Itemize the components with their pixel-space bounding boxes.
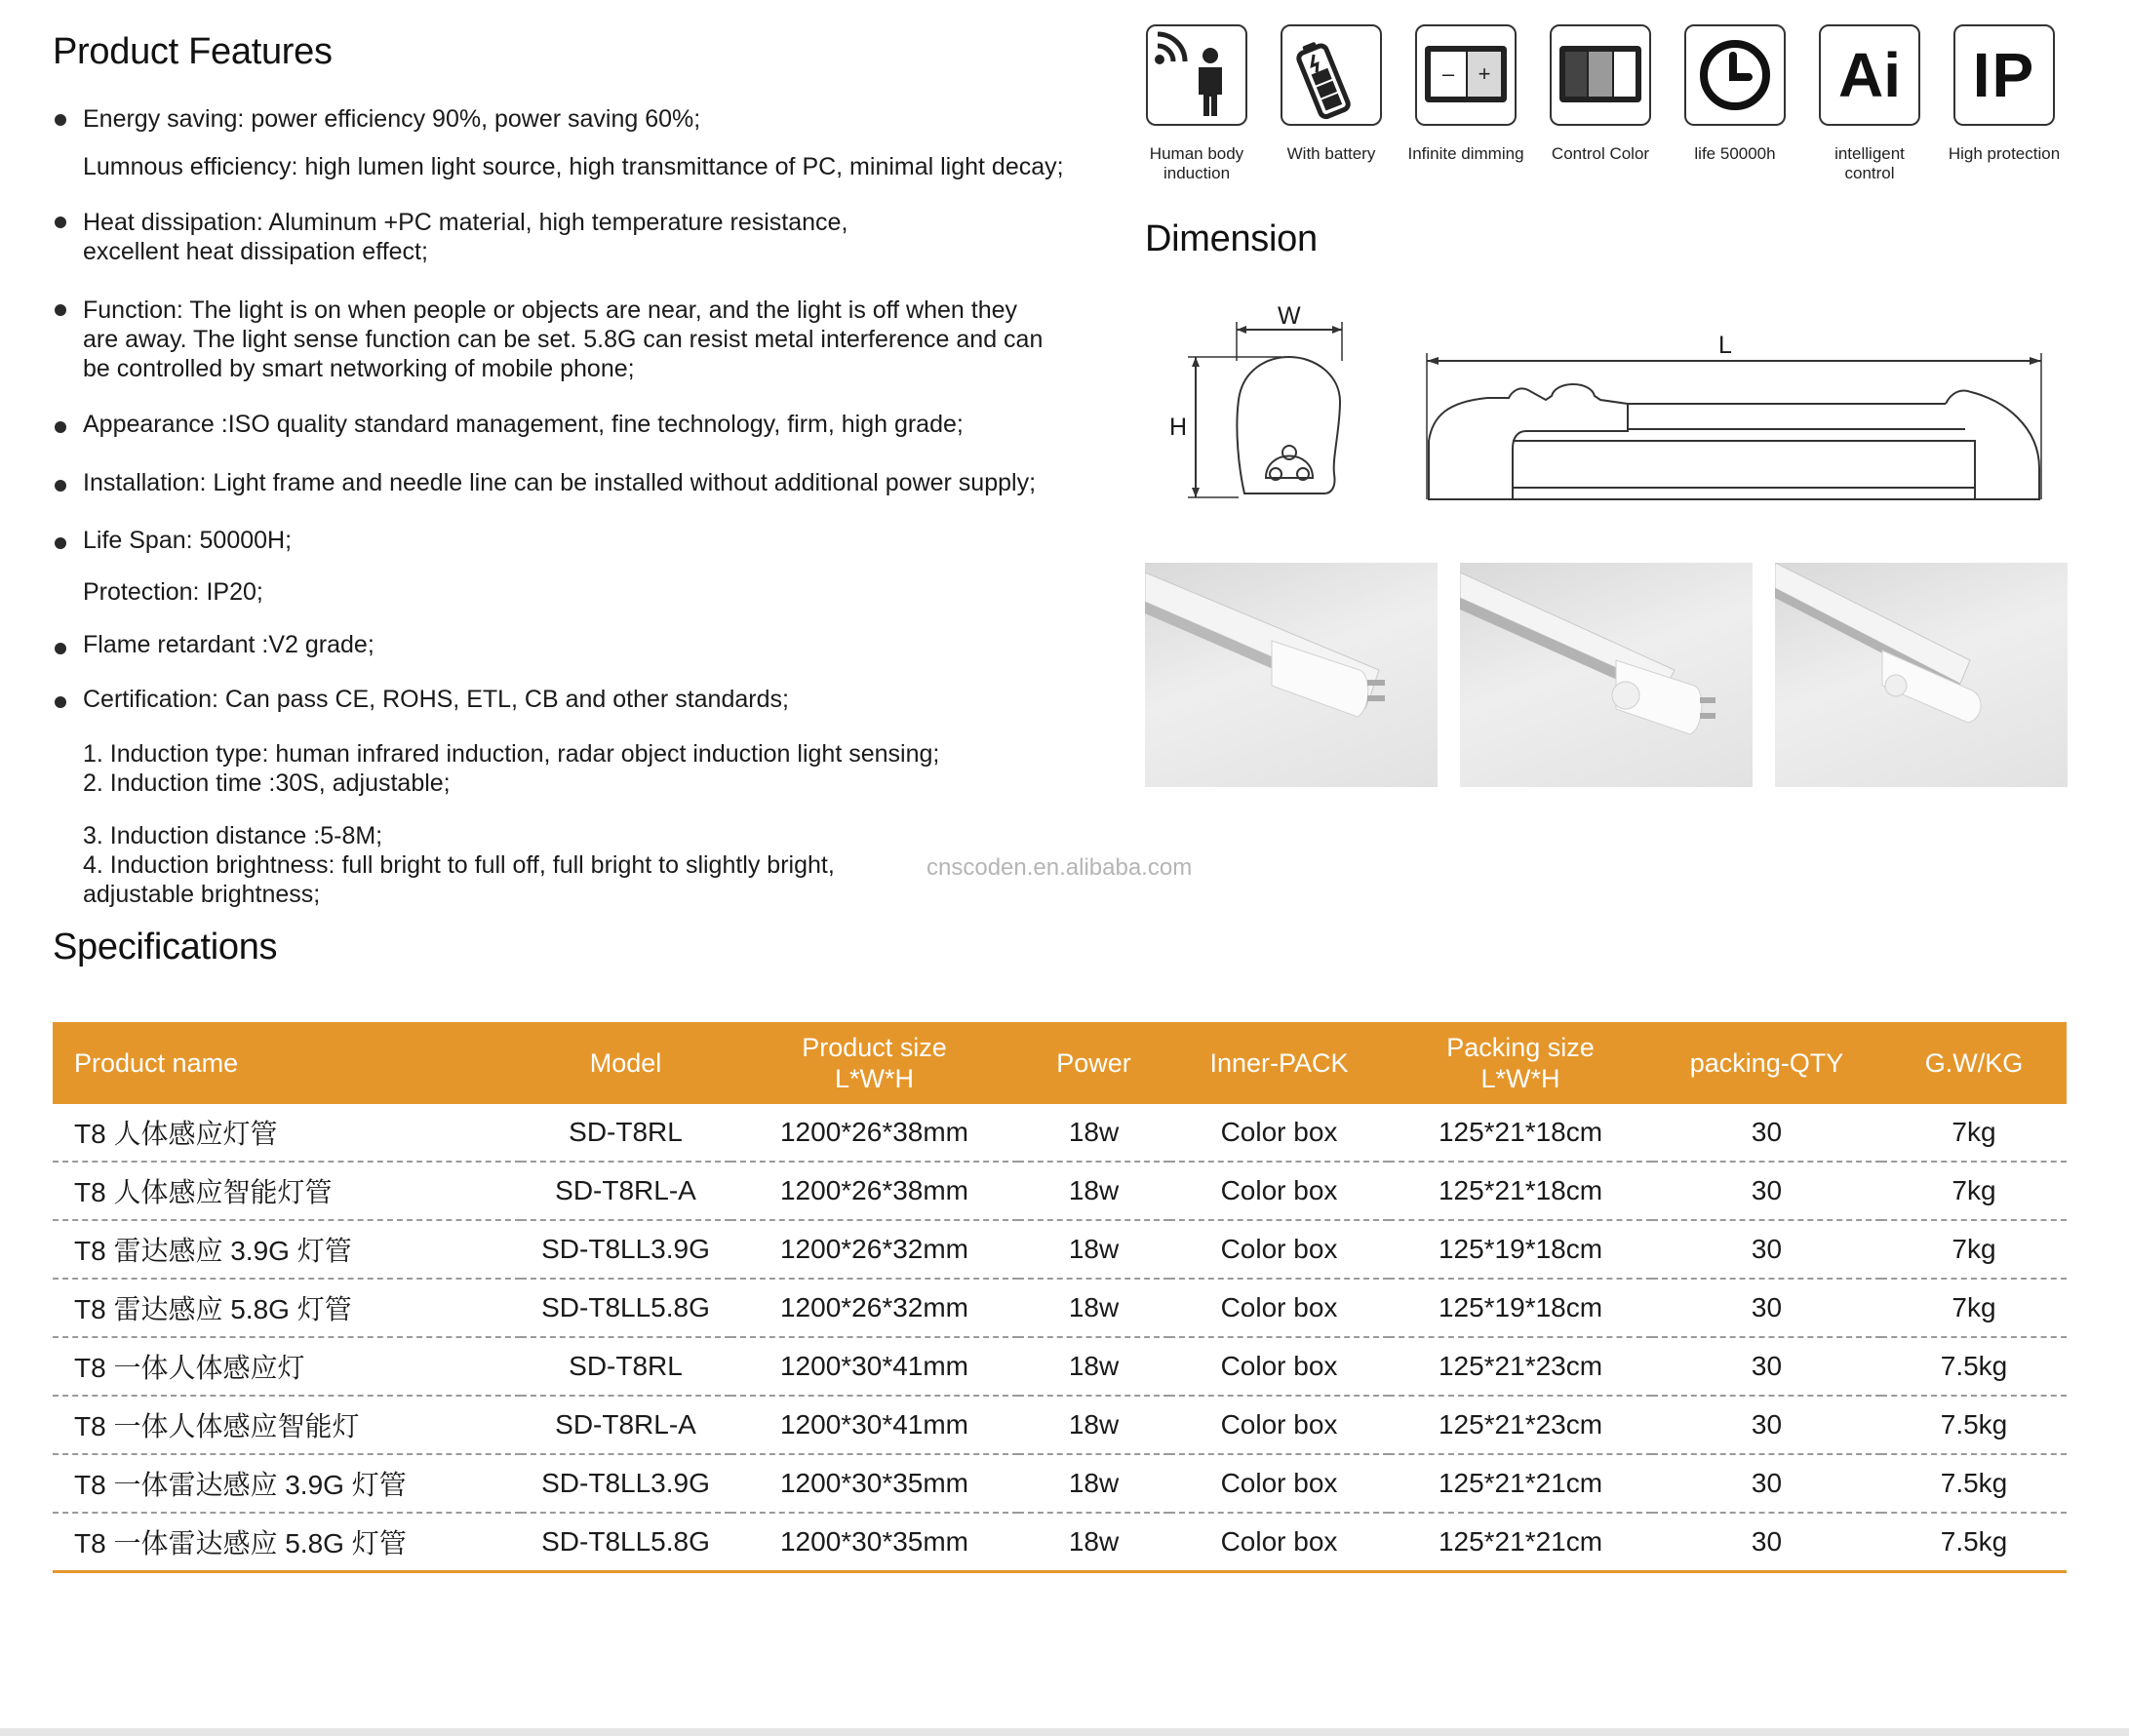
table-cell: 125*21*18cm bbox=[1389, 1162, 1652, 1220]
side-profile-drawing bbox=[1419, 332, 2063, 507]
end-profile-drawing bbox=[1161, 302, 1385, 517]
table-cell: 18w bbox=[1018, 1162, 1169, 1220]
specifications-title: Specifications bbox=[53, 927, 278, 967]
ai-icon: Ai bbox=[1819, 24, 1920, 126]
table-cell: Color box bbox=[1169, 1162, 1389, 1220]
table-cell: 125*21*23cm bbox=[1389, 1396, 1652, 1454]
bottom-band bbox=[0, 1728, 2129, 1736]
table-cell: Color box bbox=[1169, 1279, 1389, 1337]
table-cell: Color box bbox=[1169, 1337, 1389, 1396]
table-cell: T8 雷达感应 5.8G 灯管 bbox=[53, 1279, 521, 1337]
icon-caption: High protection bbox=[1948, 144, 2061, 163]
table-row bbox=[53, 1104, 2067, 1162]
column-header: G.W/KG bbox=[1924, 1048, 2024, 1078]
table-cell: 1200*30*35mm bbox=[730, 1454, 1018, 1513]
dimension-w-label: W bbox=[1278, 302, 1301, 330]
table-cell: 7.5kg bbox=[1881, 1454, 2067, 1513]
table-cell: 7kg bbox=[1881, 1279, 2067, 1337]
product-photo bbox=[1460, 563, 1753, 787]
bullet-icon bbox=[55, 480, 66, 492]
feature-line: Protection: IP20; bbox=[83, 578, 263, 606]
color-control-icon bbox=[1550, 24, 1651, 126]
bullet-icon bbox=[55, 304, 66, 316]
feature-line: 4. Induction brightness: full bright to full off, full bright to slightly bright, bbox=[83, 851, 835, 879]
table-cell: Color box bbox=[1169, 1220, 1389, 1279]
table-cell: SD-T8RL-A bbox=[521, 1162, 730, 1220]
table-row bbox=[53, 1337, 2067, 1396]
table-cell: 1200*26*38mm bbox=[730, 1104, 1018, 1162]
bullet-icon bbox=[55, 537, 66, 549]
table-cell: T8 雷达感应 3.9G 灯管 bbox=[53, 1220, 521, 1279]
product-photo bbox=[1775, 563, 2068, 787]
table-row bbox=[53, 1513, 2067, 1572]
column-header: Product size L*W*H bbox=[802, 1033, 947, 1093]
table-row bbox=[53, 1279, 2067, 1337]
table-cell: SD-T8RL bbox=[521, 1337, 730, 1396]
table-cell: T8 一体雷达感应 3.9G 灯管 bbox=[53, 1454, 521, 1513]
table-row bbox=[53, 1162, 2067, 1220]
table-cell: 125*21*21cm bbox=[1389, 1513, 1652, 1572]
table-cell: 7kg bbox=[1881, 1162, 2067, 1220]
feature-line: Appearance :ISO quality standard management, fine technology, firm, high grade; bbox=[83, 411, 964, 438]
dimming-icon bbox=[1415, 24, 1517, 126]
column-header: Inner-PACK bbox=[1209, 1048, 1349, 1078]
table-cell: Color box bbox=[1169, 1104, 1389, 1162]
icon-caption: Control Color bbox=[1551, 144, 1650, 163]
bullet-icon bbox=[55, 643, 66, 654]
table-cell: 18w bbox=[1018, 1279, 1169, 1337]
dimension-h-label: H bbox=[1169, 414, 1188, 441]
table-cell: 1200*26*32mm bbox=[730, 1220, 1018, 1279]
table-cell: 30 bbox=[1652, 1104, 1881, 1162]
table-header-row bbox=[53, 1022, 2067, 1104]
table-cell: 30 bbox=[1652, 1279, 1881, 1337]
feature-line: be controlled by smart networking of mobile phone; bbox=[83, 355, 635, 382]
table-cell: 1200*30*35mm bbox=[730, 1513, 1018, 1572]
table-row bbox=[53, 1454, 2067, 1513]
icon-caption: Infinite dimming bbox=[1407, 144, 1524, 163]
table-cell: SD-T8LL3.9G bbox=[521, 1454, 730, 1513]
table-cell: 7.5kg bbox=[1881, 1337, 2067, 1396]
feature-line: Flame retardant :V2 grade; bbox=[83, 631, 375, 658]
feature-line: Life Span: 50000H; bbox=[83, 527, 293, 554]
table-cell: 18w bbox=[1018, 1396, 1169, 1454]
icon-caption: Human body induction bbox=[1149, 144, 1244, 182]
table-cell: T8 一体人体感应智能灯 bbox=[53, 1396, 521, 1454]
table-cell: 18w bbox=[1018, 1513, 1169, 1572]
minus-icon: – bbox=[1431, 52, 1466, 97]
dimension-title: Dimension bbox=[1145, 218, 1318, 259]
table-cell: SD-T8RL bbox=[521, 1104, 730, 1162]
table-cell: 125*21*21cm bbox=[1389, 1454, 1652, 1513]
table-cell: T8 人体感应灯管 bbox=[53, 1104, 521, 1162]
table-cell: T8 人体感应智能灯管 bbox=[53, 1162, 521, 1220]
column-header: Product name bbox=[74, 1048, 239, 1078]
column-header: packing-QTY bbox=[1689, 1048, 1844, 1078]
table-cell: 125*19*18cm bbox=[1389, 1220, 1652, 1279]
table-cell: T8 一体雷达感应 5.8G 灯管 bbox=[53, 1513, 521, 1572]
feature-line: 2. Induction time :30S, adjustable; bbox=[83, 769, 451, 797]
table-cell: 1200*30*41mm bbox=[730, 1337, 1018, 1396]
table-cell: 1200*30*41mm bbox=[730, 1396, 1018, 1454]
feature-line: 3. Induction distance :5-8M; bbox=[83, 822, 383, 849]
table-cell: 30 bbox=[1652, 1162, 1881, 1220]
specifications-table bbox=[53, 1022, 2067, 1573]
table-cell: 30 bbox=[1652, 1337, 1881, 1396]
table-cell: 125*21*18cm bbox=[1389, 1104, 1652, 1162]
feature-line: 1. Induction type: human infrared induction, radar object induction light sensing; bbox=[83, 740, 940, 768]
clock-icon bbox=[1684, 24, 1786, 126]
table-cell: SD-T8LL3.9G bbox=[521, 1220, 730, 1279]
table-cell: SD-T8RL-A bbox=[521, 1396, 730, 1454]
feature-line: excellent heat dissipation effect; bbox=[83, 238, 428, 265]
bullet-icon bbox=[55, 421, 66, 433]
icon-caption: With battery bbox=[1286, 144, 1376, 163]
table-cell: 1200*26*32mm bbox=[730, 1279, 1018, 1337]
features-title: Product Features bbox=[53, 31, 333, 72]
icon-caption: intelligent control bbox=[1834, 144, 1905, 182]
table-cell: 7kg bbox=[1881, 1104, 2067, 1162]
table-cell: 18w bbox=[1018, 1337, 1169, 1396]
column-header: Model bbox=[589, 1048, 662, 1078]
table-cell: 7.5kg bbox=[1881, 1396, 2067, 1454]
feature-line: adjustable brightness; bbox=[83, 881, 321, 908]
table-cell: 7.5kg bbox=[1881, 1513, 2067, 1572]
product-photo bbox=[1145, 563, 1438, 787]
table-cell: SD-T8LL5.8G bbox=[521, 1513, 730, 1572]
table-cell: T8 一体人体感应灯 bbox=[53, 1337, 521, 1396]
feature-line: Function: The light is on when people or objects are near, and the light is off when they bbox=[83, 296, 1018, 324]
feature-line: Installation: Light frame and needle line can be installed without additional power supply; bbox=[83, 469, 1037, 496]
table-cell: 1200*26*38mm bbox=[730, 1162, 1018, 1220]
table-cell: 18w bbox=[1018, 1454, 1169, 1513]
table-cell: Color box bbox=[1169, 1454, 1389, 1513]
table-cell: SD-T8LL5.8G bbox=[521, 1279, 730, 1337]
feature-line: Lumnous efficiency: high lumen light source, high transmittance of PC, minimal light decay; bbox=[83, 153, 1064, 180]
table-cell: 7kg bbox=[1881, 1220, 2067, 1279]
feature-line: Heat dissipation: Aluminum +PC material, high temperature resistance, bbox=[83, 209, 848, 236]
table-cell: 18w bbox=[1018, 1104, 1169, 1162]
table-row bbox=[53, 1220, 2067, 1279]
feature-line: are away. The light sense function can be set. 5.8G can resist metal interference and can bbox=[83, 326, 1044, 353]
table-cell: 18w bbox=[1018, 1220, 1169, 1279]
dimension-l-label: L bbox=[1718, 332, 1732, 359]
plus-icon: + bbox=[1468, 52, 1501, 97]
table-cell: 125*21*23cm bbox=[1389, 1337, 1652, 1396]
column-header: Power bbox=[1056, 1048, 1131, 1078]
battery-icon bbox=[1281, 24, 1382, 126]
table-cell: 125*19*18cm bbox=[1389, 1279, 1652, 1337]
table-cell: 30 bbox=[1652, 1220, 1881, 1279]
bullet-icon bbox=[55, 114, 66, 126]
bullet-icon bbox=[55, 696, 66, 708]
column-header: Packing size L*W*H bbox=[1446, 1033, 1595, 1093]
table-cell: Color box bbox=[1169, 1513, 1389, 1572]
bullet-icon bbox=[55, 217, 66, 228]
table-cell: 30 bbox=[1652, 1513, 1881, 1572]
table-row bbox=[53, 1396, 2067, 1454]
human-body-icon bbox=[1146, 24, 1247, 126]
icon-caption: life 50000h bbox=[1694, 144, 1776, 163]
ip-icon: IP bbox=[1953, 24, 2055, 126]
table-cell: Color box bbox=[1169, 1396, 1389, 1454]
watermark: cnscoden.en.alibaba.com bbox=[927, 854, 1193, 881]
table-cell: 30 bbox=[1652, 1396, 1881, 1454]
feature-line: Certification: Can pass CE, ROHS, ETL, CB and other standards; bbox=[83, 686, 789, 713]
table-cell: 30 bbox=[1652, 1454, 1881, 1513]
feature-line: Energy saving: power efficiency 90%, power saving 60%; bbox=[83, 105, 701, 133]
